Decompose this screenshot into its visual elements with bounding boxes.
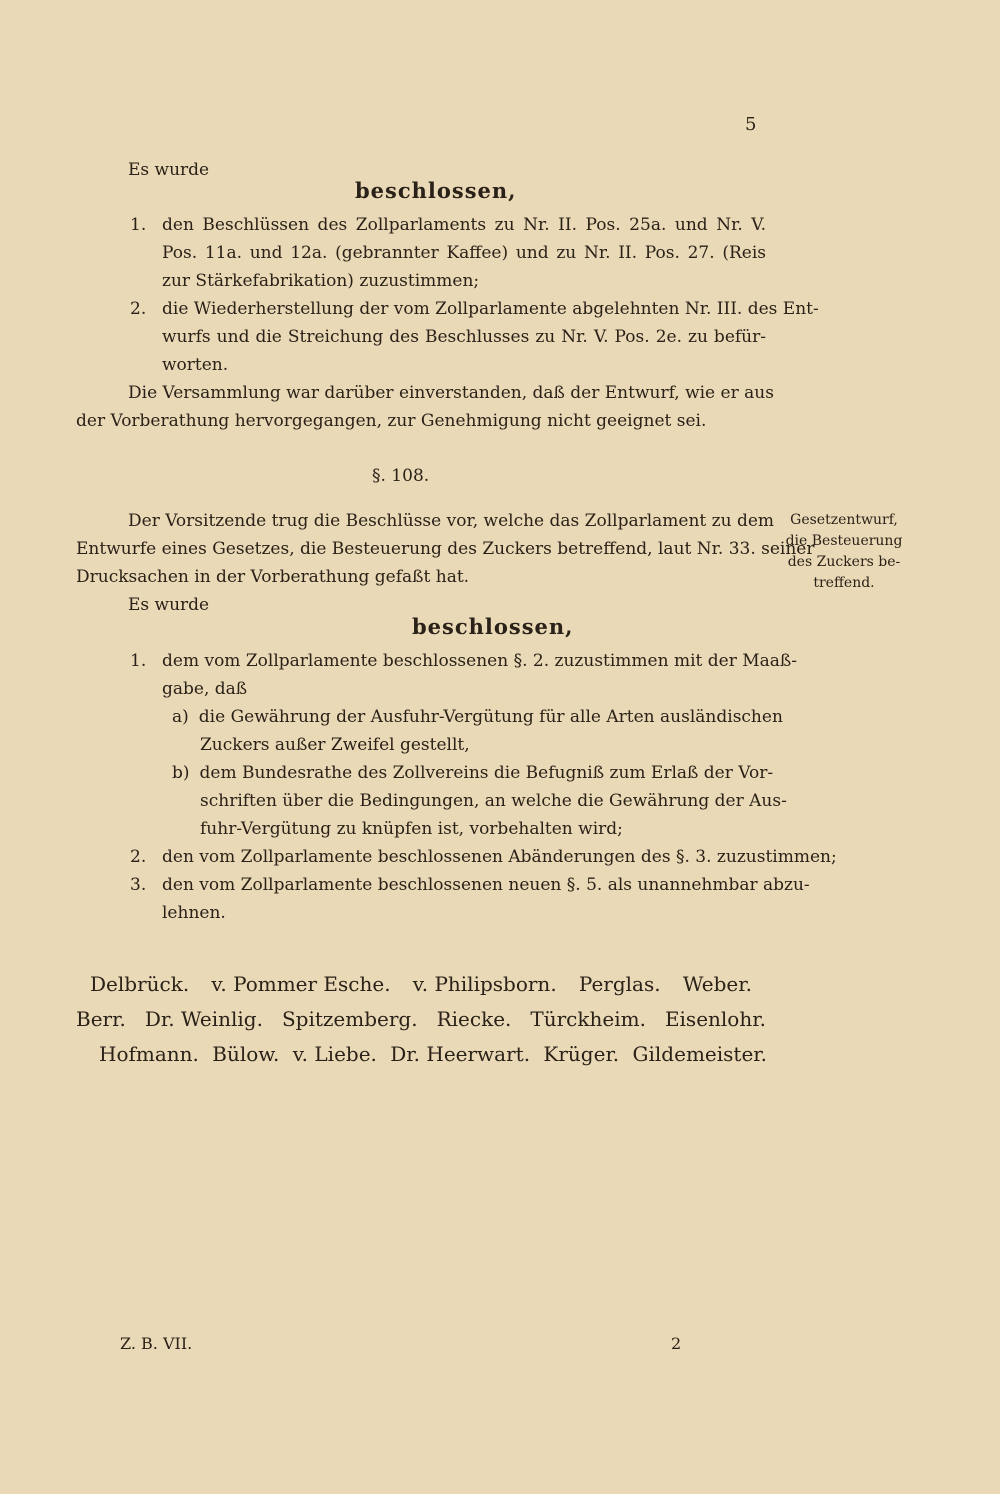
item-2-line-1 [130,295,819,323]
signature: Dr. Heerwart. [390,1042,531,1066]
footer-signature-mark: Z. B. VII. [120,1334,193,1353]
signature: Spitzemberg. [281,1007,418,1031]
signature: Eisenlohr. [664,1007,766,1031]
item-1-line-1 [130,211,766,239]
section-108-intro-line-2: Entwurfe eines Gesetzes, die Besteuerung des Zuckers betreffend, laut Nr. 33. seiner [76,539,815,559]
item-2-line-2: wurfs und die Streichung des Beschlusses zu Nr. V. Pos. 2e. zu befür- [162,327,766,347]
s108-item-1-number: 1. [130,651,147,671]
footer-sheet-number: 2 [671,1334,682,1353]
item-1-text: den Beschlüssen des Zollparlaments zu Nr. II. Pos. 25a. und Nr. V. [162,215,766,235]
margin-note [779,510,909,594]
section-heading: beschlossen, [355,178,517,203]
sub-a-label: a) [172,707,189,727]
signature: Weber. [682,972,752,996]
signature-row-1 [90,966,752,1002]
sub-b-line-3: fuhr-Vergütung zu knüpfen ist, vorbehalten wird; [200,819,623,839]
margin-note-line: Gesetzentwurf, [790,512,898,528]
s108-item-3-number: 3. [130,875,147,895]
signature: Türckheim. [530,1007,646,1031]
item-1-line-3: zur Stärkefabrikation) zuzustimmen; [162,271,480,291]
sub-a-text: die Gewährung der Ausfuhr-Vergütung für alle Arten ausländischen [198,707,783,727]
sub-a-line-2: Zuckers außer Zweifel gestellt, [200,735,470,755]
section-108-heading: beschlossen, [412,614,574,639]
sub-b-line-1 [172,759,774,787]
section-108-es-wurde: Es wurde [128,595,210,615]
s108-item-3-line-2: lehnen. [162,903,226,923]
sub-b-line-2: schriften über die Bedingungen, an welche die Gewährung der Aus- [200,791,787,811]
signature: Krüger. [543,1042,620,1066]
s108-item-3-text: den vom Zollparlamente beschlossenen neuen §. 5. als unannehmbar abzu- [162,875,810,895]
s108-item-2-number: 2. [130,847,147,867]
signature: v. Philipsborn. [412,972,557,996]
signature: Bülow. [212,1042,280,1066]
s108-item-2-text: den vom Zollparlamente beschlossenen Abänderungen des §. 3. zuzustimmen; [162,847,837,867]
signature: v. Pommer Esche. [211,972,391,996]
s108-item-1-line-2: gabe, daß [162,679,248,699]
margin-note-line: treffend. [813,575,875,591]
intro-es-wurde: Es wurde [128,160,210,180]
section-108-intro-line-3: Drucksachen in der Vorberathung gefaßt hat. [76,567,470,587]
signature: Dr. Weinlig. [144,1007,263,1031]
item-2-line-3: worten. [162,355,229,375]
item-1-number: 1. [130,215,147,235]
item-2-text: die Wiederherstellung der vom Zollparlamente abgelehnten Nr. III. des Ent- [162,299,819,319]
margin-note-line: des Zuckers be- [787,554,901,570]
s108-item-1-line-1 [130,647,798,675]
closing-line-2: der Vorberathung hervorgegangen, zur Genehmigung nicht geeignet sei. [76,411,707,431]
margin-note-line: die Besteuerung [785,533,903,549]
item-2-number: 2. [130,299,147,319]
sub-a-line-1 [172,703,783,731]
signature: Delbrück. [90,972,190,996]
signature-row-2 [76,1001,766,1037]
signature: Gildemeister. [632,1042,767,1066]
signature: Perglas. [578,972,661,996]
s108-item-3-line-1 [130,871,810,899]
s108-item-1-text: dem vom Zollparlamente beschlossenen §. 2. zuzustimmen mit der Maaß- [162,651,798,671]
signature: Hofmann. [99,1042,199,1066]
sub-b-text: dem Bundesrathe des Zollvereins die Befugniß zum Erlaß der Vor- [199,763,774,783]
sub-b-label: b) [172,763,190,783]
section-108-intro-line-1: Der Vorsitzende trug die Beschlüsse vor, welche das Zollparlament zu dem [128,511,775,531]
signature: Riecke. [436,1007,512,1031]
signature: v. Liebe. [292,1042,377,1066]
s108-item-2-line-1 [130,843,837,871]
page-number: 5 [745,114,757,135]
paragraph-sign: §. 108. [372,466,430,486]
signature: Berr. [76,1007,126,1031]
closing-line-1: Die Versammlung war darüber einverstanden, daß der Entwurf, wie er aus [128,383,774,403]
item-1-line-2: Pos. 11a. und 12a. (gebrannter Kaffee) und zu Nr. II. Pos. 27. (Reis [162,243,766,263]
signature-row-3 [99,1036,767,1072]
